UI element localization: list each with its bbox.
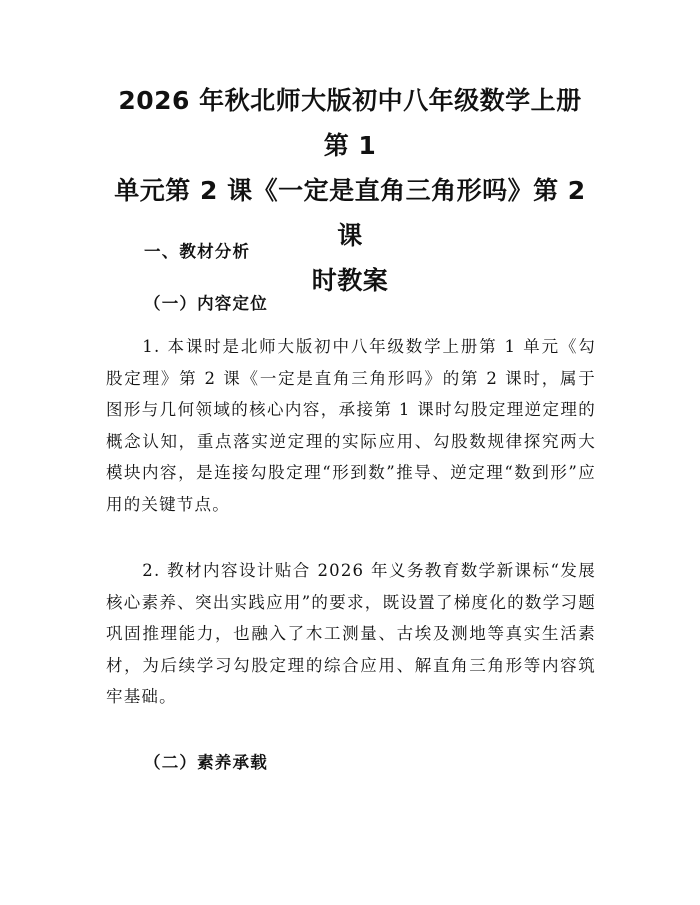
subheading-content-positioning: （一）内容定位 (144, 294, 268, 313)
title-line-2: 单元第 2 课《一定是直角三角形吗》第 2 课 (114, 176, 586, 250)
document-title (106, 78, 594, 303)
paragraph-1: 1. 本课时是北师大版初中八年级数学上册第 1 单元《勾股定理》第 2 课《一定是直角三角形吗》的第 2 课时，属于图形与几何领域的核心内容，承接第 1 课时勾股定理逆定理的概念认知，重点落实逆定理的实际应用、勾股数规律探究两大模块内容，是连接勾股定理“形到数”推导、逆定理“数到形”应用的关键节点。 (106, 337, 596, 514)
paragraph-2: 2. 教材内容设计贴合 2026 年义务教育数学新课标“发展核心素养、突出实践应用”的要求，既设置了梯度化的数学习题巩固推理能力，也融入了木工测量、古埃及测地等真实生活素材，为后续学习勾股定理的综合应用、解直角三角形等内容筑牢基础。 (106, 561, 596, 706)
title-line-3: 时教案 (311, 266, 389, 295)
title-line-1: 2026 年秋北师大版初中八年级数学上册第 1 (118, 86, 582, 160)
subheading-literacy-carrying: （二）素养承载 (144, 753, 268, 772)
section-heading-teaching-material-analysis: 一、教材分析 (144, 242, 251, 261)
